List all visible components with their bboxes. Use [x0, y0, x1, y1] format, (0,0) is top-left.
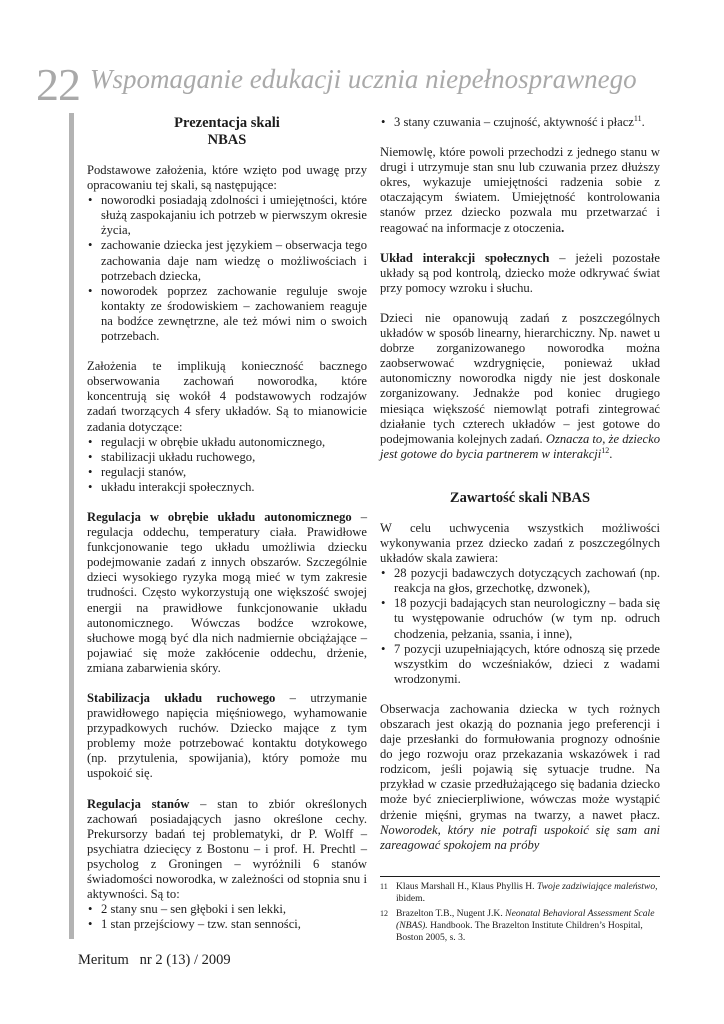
list-item: • 7 pozycji uzupełniających, które odnoszą się przede wszystkim do wcześniaków, dzieci z wadami wrodzonymi. [380, 642, 660, 687]
content-list [380, 566, 660, 687]
children-paragraph: Dzieci nie opanowują zadań z poszczególnych układów w sposób linearny, hierarchiczny. Np. nawet u dobrze zorganizowanego noworodka można zaobserwować wzdrygnięcie, ponieważ układ autonomiczny noworodka nigdy nie jest doskonale zorganizowany. Jednakże pod koniec drugiego miesiąca większość niemowląt potrafi zintegrować działanie tych czterech układów – jest gotowe do podejmowania kolejnych zadań. Oznacza to, że dziecko jest gotowe do bycia partnerem w interakcji$^{12}$. [380, 310, 660, 461]
list-item: • regulacji w obrębie układu autonomicznego, [87, 435, 367, 450]
awake-states-list [380, 115, 660, 130]
list-item: • zachowanie dziecka jest językiem – obserwacja tego zachowania daje nam wiedzę o możliwościach i potrzebach dziecka, [87, 238, 367, 283]
assumptions-paragraph: Założenia te implikują konieczność bacznego obserwowania zachowań noworodka, które koncentrują się wokół 4 podstawowych rodzajów zadań tworzących 4 sfery układów. Są to mianowicie zadania dotyczące: [87, 359, 367, 434]
observation-paragraph: Obserwacja zachowania dziecka w tych rożnych obszarach jest okazją do poznania jego preferencji i daje przesłanki do formułowania prognozy odnośnie do jego rozwoju oraz przekazania wskazówek i rad rodzicom, jeśli pojawią się sytuacje trudne. Na przykład w czasie przedłużającego się badania dziecko może być zniecierpliwione, wówczas może wystąpić drżenie mięśni, grymas na twarzy, a nawet płacz. Noworodek, który nie potrafi uspokoić się sam ani zareagować spokojem na próby [380, 701, 660, 852]
list-item: • regulacji stanów, [87, 465, 367, 480]
list-item: • noworodek poprzez zachowanie reguluje swoje kontakty ze środowiskiem – zachowaniem reaguje na bodźce zewnętrzne, ale też mówi nim o swoich potrzebach. [87, 284, 367, 344]
list-item: • 18 pozycji badających stan neurologiczny – bada się tu występowanie odruchów (w tym np. odruch chodzenia, pełzania, ssania, i inne), [380, 596, 660, 641]
running-header [36, 59, 637, 112]
left-column [87, 115, 367, 932]
list-item: • 2 stany snu – sen głęboki i sen lekki, [87, 902, 367, 917]
infant-paragraph: Niemowlę, które powoli przechodzi z jednego stanu w drugi i utrzymuje stan snu lub czuwania przez dłuższy okres, wykazuje umiejętności radzenia sobie z otaczającym światem. Umiejętność kontrolowania stanów przez dziecko pozwala mu przetwarzać i reagować na informacje z otoczenia. [380, 145, 660, 235]
motor-paragraph: Stabilizacja układu ruchowego – utrzymanie prawidłowego napięcia mięśniowego, wyhamowanie przypadkowych ruchów. Dziecko mające z tym problemy może potrzebować kontaktu dotykowego (np. przytulenia, spowijania), który pomoże mu uspokoić się. [87, 691, 367, 781]
assumptions-list [87, 435, 367, 495]
section-heading-nbas: Prezentacja skali NBAS [174, 115, 280, 148]
intro-list [87, 193, 367, 344]
footer-journal: Meritum nr 2 (13) / 2009 [78, 952, 231, 968]
footnotes [380, 876, 660, 947]
footnote: 11 Klaus Marshall H., Klaus Phyllis H. Twoje zadziwiające maleństwo, ibidem. [380, 881, 658, 904]
margin-bar [69, 113, 74, 939]
page-number: 22 [36, 59, 80, 110]
list-item: • układu interakcji społecznych. [87, 480, 367, 495]
section-heading-content: Zawartość skali NBAS [449, 489, 591, 506]
list-item: • noworodki posiadają zdolności i umiejętności, które służą zaspokajaniu ich potrzeb w pierwszym okresie życia, [87, 193, 367, 238]
content-intro-paragraph: W celu uchwycenia wszystkich możliwości wykonywania przez dziecko zadań z poszczególnych układów skala zawiera: [380, 520, 660, 566]
social-paragraph: Układ interakcji społecznych – jeżeli pozostałe układy są pod kontrolą, dziecko może odkrywać świat przy pomocy wzroku i słuchu. [380, 250, 660, 295]
footnote: 12 Brazelton T.B., Nugent J.K. Neonatal Behavioral Assessment Scale (NBAS). Handbook. The Brazelton Institute Children’s Hospital, Boston 2005, s. 3. [380, 908, 655, 943]
running-title: Wspomaganie edukacji ucznia niepełnosprawnego [90, 64, 637, 94]
list-item: • 1 stan przejściowy – tzw. stan senności, [87, 917, 367, 932]
list-item: • 28 pozycji badawczych dotyczących zachowań (np. reakcja na głos, grzechotkę, dzwonek), [380, 566, 660, 596]
states-paragraph: Regulacja stanów – stan to zbiór określonych zachowań posiadających jasno określone cechy. Prekursorzy badań tej problematyki, dr P. Wolff – psychiatra dziecięcy z Bostonu – i prof. H. Prechtl – psycholog z Groningen – wyróżnili 6 stanów świadomości noworodka, w zależności od stopnia snu i aktywności. Są to: [87, 796, 367, 902]
states-list [87, 902, 367, 932]
right-column [380, 115, 660, 868]
autonomic-paragraph: Regulacja w obrębie układu autonomicznego – regulacja oddechu, temperatury ciała. Prawidłowe funkcjonowanie tego układu umożliwia dziecku podejmowanie zadań z innych obszarów. Szczególnie dzieci wysokiego ryzyka mogą mieć w tym zakresie trudności. Często wykorzystują one większość swojej energii na prawidłowe funkcjonowanie układu autonomicznego. Wówczas bodźce wzrokowe, słuchowe mogą być dla nich nadmiernie obciążające – pojawiać się może zakłócenie oddechu, drżenie, zmiana zabarwienia skóry. [87, 509, 367, 675]
list-item: • 3 stany czuwania – czujność, aktywność i płacz$^{11}$. [380, 115, 660, 130]
intro-paragraph: Podstawowe założenia, które wzięto pod uwagę przy opracowaniu tej skali, są następujące: [87, 163, 367, 193]
list-item: • stabilizacji układu ruchowego, [87, 450, 367, 465]
